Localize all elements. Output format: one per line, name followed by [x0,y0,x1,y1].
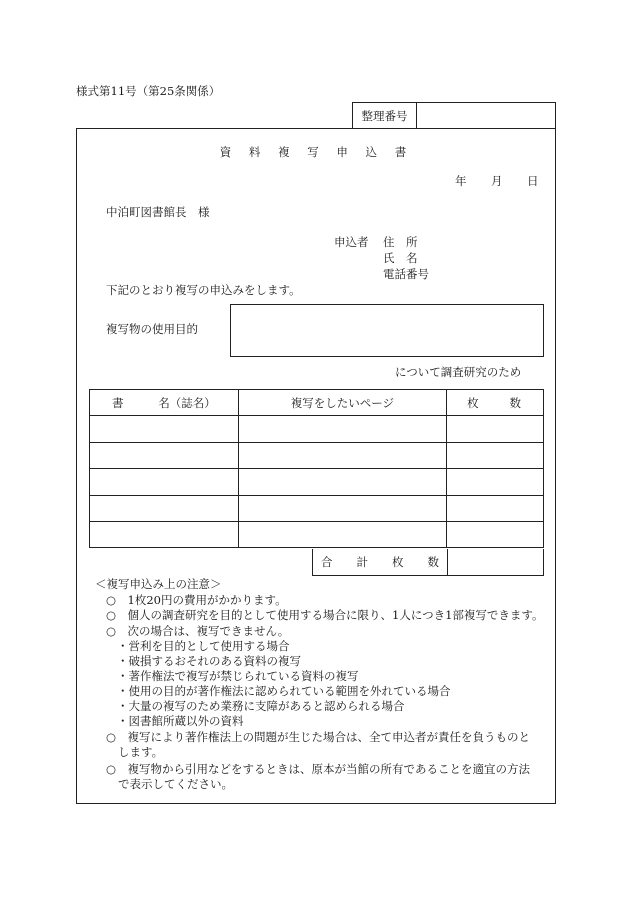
form-title: 資 料 複 写 申 込 書 [219,145,411,159]
date-year-label: 年 [455,174,467,188]
book-title-cell[interactable] [90,442,239,468]
pages-cell[interactable] [238,521,446,547]
count-cell[interactable] [447,469,544,495]
book-title-cell[interactable] [90,416,239,442]
pages-cell[interactable] [238,442,446,468]
exclusion-item: ・大量の複写のため業務に支障があると認められる場合 [117,699,405,713]
count-cell[interactable] [447,416,544,442]
management-number-label: 整理番号 [353,103,417,129]
header-pages: 複写をしたいページ [238,390,446,416]
book-title-cell[interactable] [90,469,239,495]
exclusion-item: ・図書館所蔵以外の資料 [117,714,244,728]
purpose-label: 複写物の使用目的 [106,322,198,336]
header-count-a: 枚 [467,395,479,410]
header-book-title [90,390,239,416]
exclusion-item: ・破損するおそれのある資料の複写 [117,654,301,668]
pages-cell[interactable] [238,495,446,521]
header-count-b: 数 [509,395,521,410]
note-citation: ○ 複写物から引用などをするときは、原本が当館の所有であることを適宜の方法 [106,762,531,776]
copy-request-table [89,389,544,548]
exclusion-item: ・営利を目的として使用する場合 [117,639,290,653]
request-text: 下記のとおり複写の申込みをします。 [106,283,301,297]
table-row [90,442,544,468]
form-number: 様式第11号（第25条関係） [76,84,221,98]
addressee: 中泊町図書館長 様 [106,205,210,219]
total-char-1: 合 [321,555,333,569]
management-number-box [352,102,556,129]
total-char-3: 枚 [392,555,404,569]
total-char-4: 数 [427,555,439,569]
total-char-2: 計 [356,555,368,569]
header-book-b: 名（誌名） [158,395,216,410]
applicant-address-label: 住 所 [383,235,418,249]
notes-heading: ＜複写申込み上の注意＞ [95,577,222,591]
table-header-row [90,390,544,416]
table-row [90,416,544,442]
pages-cell[interactable] [238,416,446,442]
table-row [90,521,544,547]
note-citation-cont: で表示してください。 [118,777,233,791]
book-title-cell[interactable] [90,521,239,547]
note-not-allowed: ○ 次の場合は、複写できません。 [106,624,290,638]
applicant-phone-label: 電話番号 [383,267,429,281]
purpose-suffix: について調査研究のため [395,365,522,379]
total-label [313,549,448,575]
pages-cell[interactable] [238,469,446,495]
note-liability: ○ 複写により著作権法上の問題が生じた場合は、全て申込者が責任を負うものと [106,730,531,744]
note-personal-use: ○ 個人の調査研究を目的として使用する場合に限り、1人につき1部複写できます。 [106,608,544,622]
exclusion-item: ・使用の目的が著作権法に認められている範囲を外れている場合 [117,684,451,698]
note-liability-cont: します。 [118,745,164,759]
management-number-field[interactable] [418,103,555,129]
applicant-name-label: 氏 名 [383,251,418,265]
total-value-cell[interactable] [449,549,543,575]
count-cell[interactable] [447,521,544,547]
note-fee: ○ 1枚20円の費用がかかります。 [106,593,287,607]
header-book-a: 書 [112,395,124,410]
count-cell[interactable] [447,495,544,521]
table-row [90,495,544,521]
table-row [90,469,544,495]
applicant-prefix: 申込者 [334,235,369,249]
book-title-cell[interactable] [90,495,239,521]
purpose-input[interactable] [230,304,544,357]
header-count [447,390,544,416]
total-row [312,549,544,576]
date-month-label: 月 [491,174,503,188]
exclusion-item: ・著作権法で複写が禁じられている資料の複写 [117,669,359,683]
date-day-label: 日 [527,174,539,188]
count-cell[interactable] [447,442,544,468]
